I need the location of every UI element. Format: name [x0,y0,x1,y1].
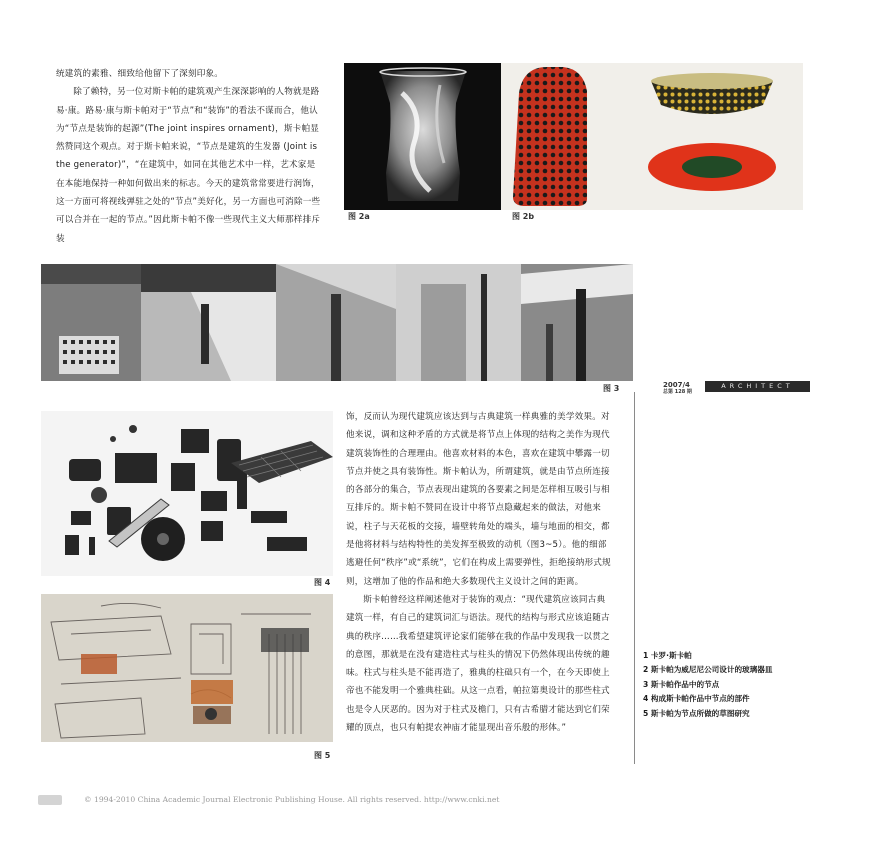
issue-number: 2007/4 [663,381,690,389]
left-text-column [56,65,324,248]
body-paragraph: 饰，反而认为现代建筑应该达到与古典建筑一样典雅的美学效果。对他来说，调和这种矛盾的方式就是将节点上体现的结构之美作为现代建筑装饰性的合理理由。他喜欢材料的本色，喜欢在建筑中攀露一切节点并使之具有装饰性。斯卡帕认为，所谓建筑，就是由节点所连接的各部分的集合，节点表现出建筑的各要素之间是怎样相互吸引与相互排斥的。斯卡帕不赞同在设计中将节点隐藏起来的做法，对他来说，柱子与天花板的交接，墙壁转角处的端头，墙与地面的相交，都是他将材料与结构特性的美发挥至极致的动机（图3~5）。他的细部逃避任何“秩序”或“系统”，它们在构成上需要弹性，拒绝接纳形式规则，这增加了他的作品和绝大多数现代主义设计之间的距离。 [346,412,611,587]
figure-note: 1 卡罗·斯卡帕 [643,651,692,660]
figure-5-sketch-study [41,594,333,742]
caption-fig-5: 图 5 [314,751,331,760]
figure-note: 3 斯卡帕作品中的节点 [643,679,720,689]
cnki-logo-icon [38,795,62,805]
figure-2b-glass-vessels [501,63,803,210]
caption-fig-2b: 图 2b [512,212,535,221]
right-text-column [346,408,614,737]
issue-label [663,382,701,395]
lead-line: 统建筑的素雅、细致给他留下了深刻印象。 [56,69,224,79]
figure-4-joint-parts [41,411,333,576]
figure-note: 2 斯卡帕为威尼尼公司设计的玻璃器皿 [643,665,773,675]
figure-3-architecture-panorama [41,264,633,381]
caption-fig-3: 图 3 [603,384,620,393]
caption-fig-4: 图 4 [314,578,331,587]
issue-sub: 总第 128 期 [663,389,692,395]
figure-note: 5 斯卡帕为节点所做的草图研究 [643,708,750,718]
journal-name: ARCHITECT [721,382,794,390]
figure-notes [643,650,788,720]
body-paragraph: 除了赖特，另一位对斯卡帕的建筑观产生深深影响的人物就是路易·康。路易·康与斯卡帕对于“节点”和“装饰”的看法不谋而合，他认为“节点是装饰的起源”(The joint inspires ornament)，斯卡帕显然赞同这个观点。对于斯卡帕来说，“节点是建筑的生发器 (Joint is the generator)”，“在建筑中，如同在其他艺术中一样，艺术家是在本能地保持一种如何做出来的标志。今天的建筑常常要进行润饰，这一方面可将视线弹驻之处的“节点”美好化，另一方面也可消除一些可以合并在一起的节点。”因此斯卡帕不像一些现代主义大师那样排斥装 [56,87,321,244]
journal-band [705,381,810,392]
figure-2a-glass-vase [344,63,501,210]
caption-fig-2a: 图 2a [348,212,370,221]
figure-note: 4 构成斯卡帕作品中节点的部件 [643,694,750,704]
body-paragraph: 斯卡帕曾经这样阐述他对于装饰的观点：“现代建筑应该同古典建筑一样，有自己的建筑词汇与语法。现代的结构与形式应该追随古典的秩序……我希望建筑评论家们能够在我的作品中发现我一以贯之的意图，那就是在没有建造柱式与柱头的情况下仍然体现出传统的趣味。柱式与柱头是不能再造了，雅典的柱础只有一个，在今天即使上帝也不能发明一个雅典柱础。从这一点看，帕拉第奥设计的那些柱式也是令人厌恶的。因为对于柱式及檐门，只有古希腊才能达到它们荣耀的顶点，也只有帕提农神庙才能显现出音乐般的形体。” [346,594,610,734]
sidebar-rule [634,392,635,764]
copyright-footer: © 1994-2010 China Academic Journal Electronic Publishing House. All rights reserved. http://www.cnki.net [84,795,500,804]
